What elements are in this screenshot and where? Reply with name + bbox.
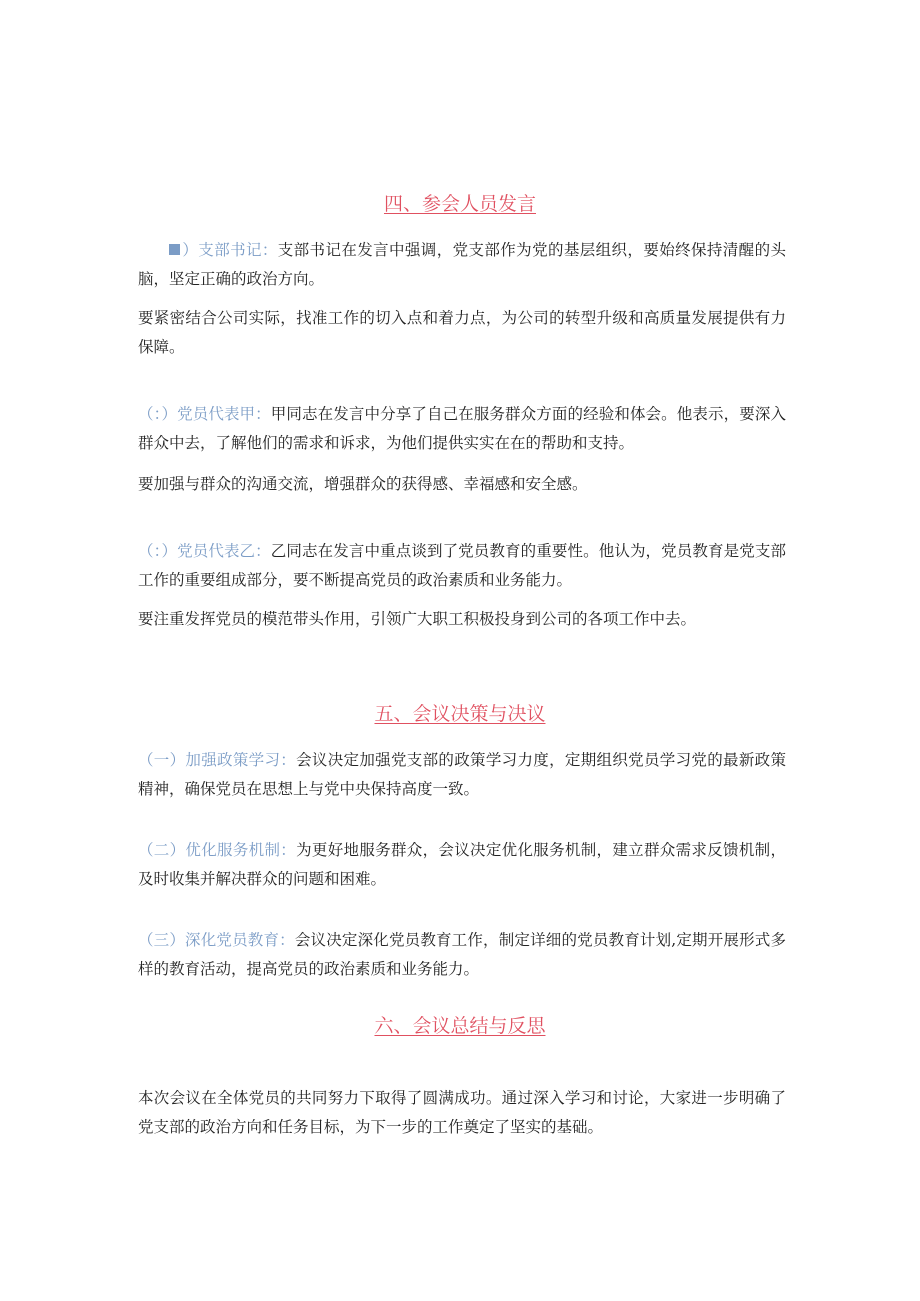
speech-member-a-followup: 要加强与群众的沟通交流，增强群众的获得感、幸福感和安全感。 (138, 475, 588, 493)
speech-text: 乙同志在发言中重点谈到了党员教育的重要性。他认为，党员教育是党支部工作的重要组成部分，要不断提高党员的政治素质和业务能力。 (138, 542, 786, 589)
speech-label: （：）党员代表甲： (138, 405, 271, 423)
section-6-heading: 六、会议总结与反思 (374, 1015, 546, 1037)
section-5-heading: 五、会议决策与决议 (374, 703, 546, 725)
speech-member-a (138, 400, 786, 458)
speech-label: （：）党员代表乙： (138, 542, 271, 560)
speech-text: 支部书记在发言中强调，党支部作为党的基层组织，要始终保持清醒的头脑，坚定正确的政治方向。 (138, 241, 786, 288)
speech-member-b (138, 537, 786, 595)
decision-member-education (138, 926, 786, 984)
section-4-heading: 四、参会人员发言 (383, 193, 536, 215)
bullet-square-icon (169, 244, 180, 255)
decision-label: （三）深化党员教育： (138, 931, 295, 949)
speech-label: 支部书记： (198, 241, 278, 259)
decision-text: 会议决定深化党员教育工作，制定详细的党员教育计划,定期开展形式多样的教育活动，提高党员的政治素质和业务能力。 (138, 931, 786, 978)
decision-text: 会议决定加强党支部的政策学习力度，定期组织党员学习党的最新政策精神，确保党员在思想上与党中央保持高度一致。 (138, 751, 786, 798)
speech-label-marker: ） (182, 241, 199, 259)
decision-service-mechanism (138, 836, 786, 894)
decision-text: 为更好地服务群众，会议决定优化服务机制，建立群众需求反馈机制，及时收集并解决群众的问题和困难。 (138, 841, 786, 888)
decision-label: （二）优化服务机制： (138, 841, 297, 859)
decision-label: （一）加强政策学习： (138, 751, 297, 769)
decision-policy-study (138, 746, 786, 804)
meeting-summary: 本次会议在全体党员的共同努力下取得了圆满成功。通过深入学习和讨论，大家进一步明确了党支部的政治方向和任务目标，为下一步的工作奠定了坚实的基础。 (138, 1089, 786, 1136)
speech-branch-secretary (138, 236, 786, 294)
speech-text: 甲同志在发言中分享了自己在服务群众方面的经验和体会。他表示，要深入群众中去，了解他们的需求和诉求，为他们提供实实在在的帮助和支持。 (138, 405, 786, 452)
speech-branch-secretary-followup: 要紧密结合公司实际，找准工作的切入点和着力点，为公司的转型升级和高质量发展提供有力保障。 (138, 309, 786, 356)
speech-member-b-followup: 要注重发挥党员的模范带头作用，引领广大职工积极投身到公司的各项工作中去。 (138, 610, 697, 628)
